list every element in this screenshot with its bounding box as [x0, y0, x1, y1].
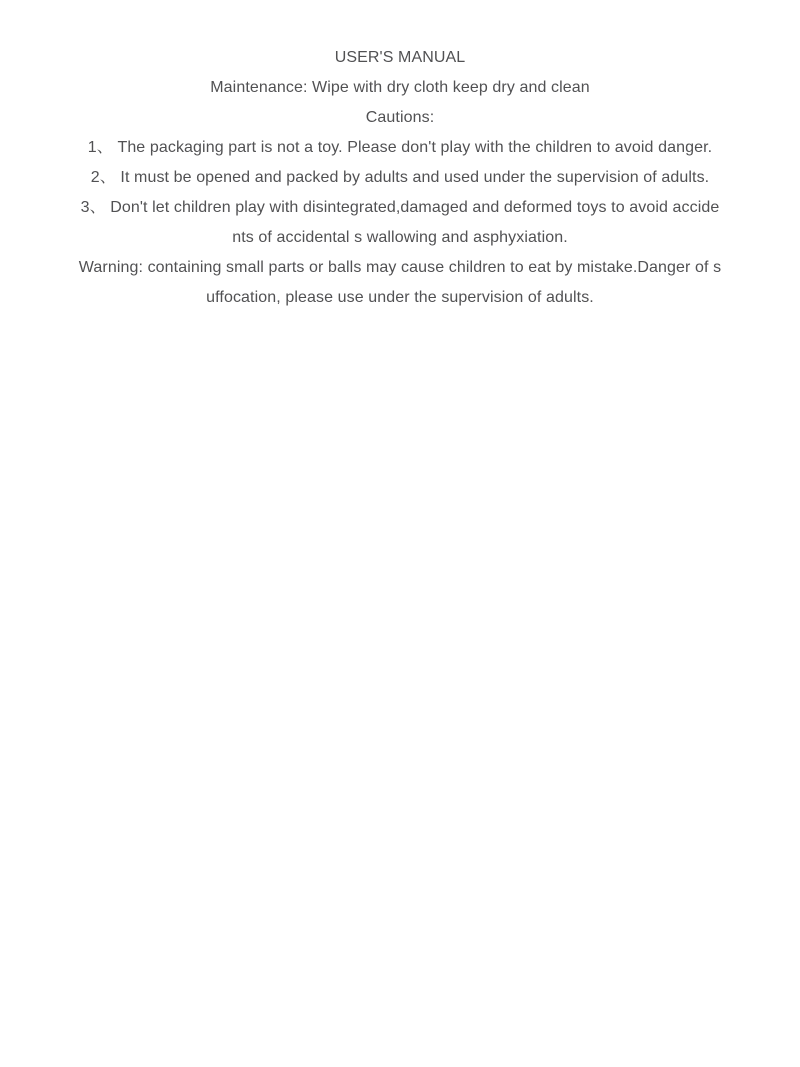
caution-item-1: 1、 The packaging part is not a toy. Please don't play with the children to avoid danger.	[87, 139, 713, 156]
caution-item-3-line-2: nts of accidental s wallowing and asphyxiation.	[232, 229, 568, 246]
cautions-heading: Cautions:	[365, 109, 435, 126]
maintenance-line: Maintenance: Wipe with dry cloth keep dry and clean	[210, 79, 590, 96]
caution-item-2: 2、 It must be opened and packed by adults and used under the supervision of adults.	[90, 169, 710, 186]
warning-line-2: uffocation, please use under the supervision of adults.	[206, 289, 594, 306]
warning-line-1: Warning: containing small parts or balls may cause children to eat by mistake.Danger of s	[78, 259, 722, 276]
caution-item-3-line-1: 3、 Don't let children play with disintegrated,damaged and deformed toys to avoid accide	[80, 199, 720, 216]
page-title: USER'S MANUAL	[334, 49, 466, 66]
